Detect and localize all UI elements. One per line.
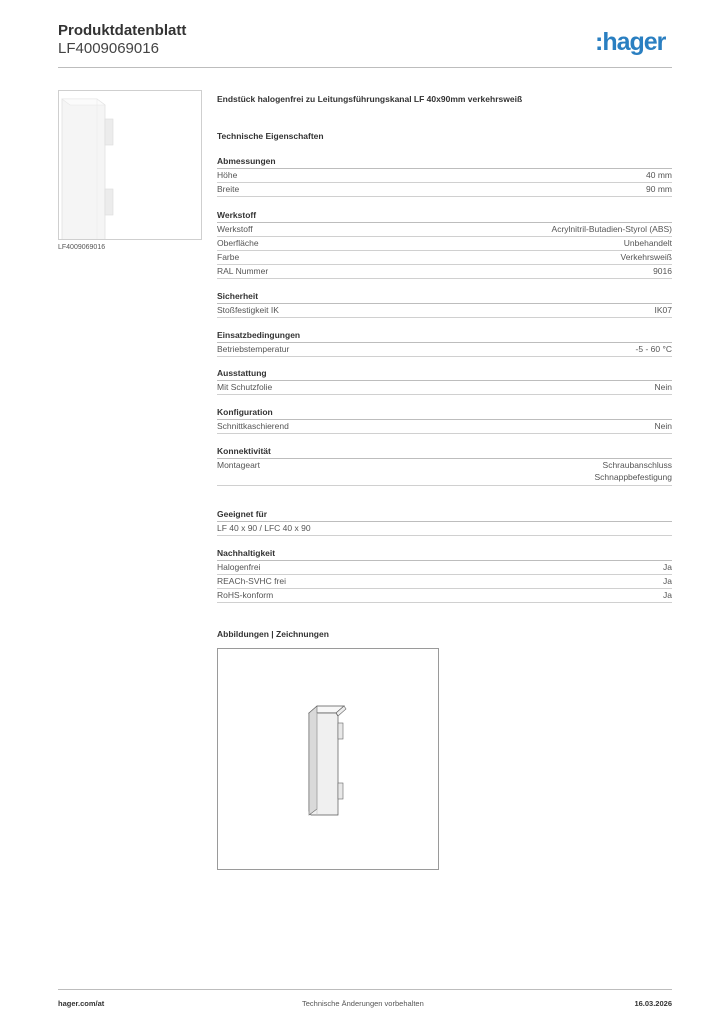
section-title: Ausstattung — [217, 368, 672, 381]
footer-note: Technische Änderungen vorbehalten — [302, 999, 424, 1008]
property-value: Unbehandelt — [623, 238, 672, 248]
hager-logo — [595, 26, 675, 58]
property-value: Ja — [663, 562, 672, 572]
table-row — [217, 265, 672, 279]
property-value: -5 - 60 °C — [635, 344, 672, 354]
table-row — [217, 169, 672, 183]
header-divider — [58, 67, 672, 68]
property-label: Werkstoff — [217, 224, 253, 234]
property-value: Acrylnitril-Butadien-Styrol (ABS) — [551, 224, 672, 234]
property-label: Halogenfrei — [217, 562, 261, 572]
property-value: Ja — [663, 590, 672, 600]
table-row — [217, 237, 672, 251]
section-konnektivitaet — [217, 446, 672, 486]
section-title: Konfiguration — [217, 407, 672, 420]
table-row — [217, 183, 672, 197]
property-value: Ja — [663, 576, 672, 586]
property-label: Breite — [217, 184, 240, 194]
table-row — [217, 251, 672, 265]
footer-website: hager.com/at — [58, 999, 105, 1008]
section-ausstattung — [217, 368, 672, 395]
section-title: Werkstoff — [217, 210, 672, 223]
property-value — [594, 459, 672, 483]
property-value: 90 mm — [646, 184, 672, 194]
property-label: Stoßfestigkeit IK — [217, 305, 279, 315]
table-row — [217, 381, 672, 395]
property-label: Oberfläche — [217, 238, 259, 248]
product-title: Endstück halogenfrei zu Leitungsführungskanal LF 40x90mm verkehrsweiß — [217, 94, 523, 104]
property-label: Betriebstemperatur — [217, 344, 290, 354]
property-label: REACh-SVHC frei — [217, 576, 286, 586]
table-row — [217, 589, 672, 603]
property-value: 9016 — [653, 266, 672, 276]
property-value: Nein — [654, 421, 672, 431]
table-row — [217, 575, 672, 589]
property-value: IK07 — [654, 305, 672, 315]
section-werkstoff — [217, 210, 672, 279]
footer-divider — [58, 989, 672, 990]
section-title: Abmessungen — [217, 156, 672, 169]
property-value: Nein — [654, 382, 672, 392]
thumbnail-caption: LF4009069016 — [58, 244, 106, 251]
property-label: RoHS-konform — [217, 590, 274, 600]
section-title: Sicherheit — [217, 291, 672, 304]
section-sicherheit — [217, 291, 672, 318]
property-label: LF 40 x 90 / LFC 40 x 90 — [217, 523, 311, 533]
product-thumbnail — [58, 90, 202, 240]
footer-date: 16.03.2026 — [634, 999, 672, 1008]
table-row — [217, 420, 672, 434]
drawings-heading: Abbildungen | Zeichnungen — [217, 629, 329, 639]
section-geeignet-fuer — [217, 509, 672, 536]
property-label: Montageart — [217, 460, 260, 470]
property-label: Schnittkaschierend — [217, 421, 289, 431]
end-cap-image — [59, 91, 201, 239]
hager-logo-text: :hager — [595, 28, 666, 56]
table-row — [217, 223, 672, 237]
section-nachhaltigkeit — [217, 548, 672, 603]
section-einsatzbedingungen — [217, 330, 672, 357]
section-abmessungen — [217, 156, 672, 197]
property-value-line: Schnappbefestigung — [594, 472, 672, 482]
table-row — [217, 304, 672, 318]
table-row — [217, 459, 672, 486]
document-title: Produktdatenblatt — [58, 22, 187, 39]
section-konfiguration — [217, 407, 672, 434]
document-code: LF4009069016 — [58, 40, 159, 57]
property-value: Verkehrsweiß — [620, 252, 672, 262]
end-cap-drawing — [218, 649, 438, 869]
property-value: 40 mm — [646, 170, 672, 180]
table-row — [217, 343, 672, 357]
product-drawing — [217, 648, 439, 870]
table-row — [217, 522, 672, 536]
technical-properties-heading: Technische Eigenschaften — [217, 131, 324, 141]
property-label: RAL Nummer — [217, 266, 269, 276]
property-label: Farbe — [217, 252, 240, 262]
section-title: Geeignet für — [217, 509, 672, 522]
property-value-line: Schraubanschluss — [602, 460, 672, 470]
table-row — [217, 561, 672, 575]
section-title: Einsatzbedingungen — [217, 330, 672, 343]
section-title: Nachhaltigkeit — [217, 548, 672, 561]
property-label: Mit Schutzfolie — [217, 382, 273, 392]
section-title: Konnektivität — [217, 446, 672, 459]
property-label: Höhe — [217, 170, 238, 180]
